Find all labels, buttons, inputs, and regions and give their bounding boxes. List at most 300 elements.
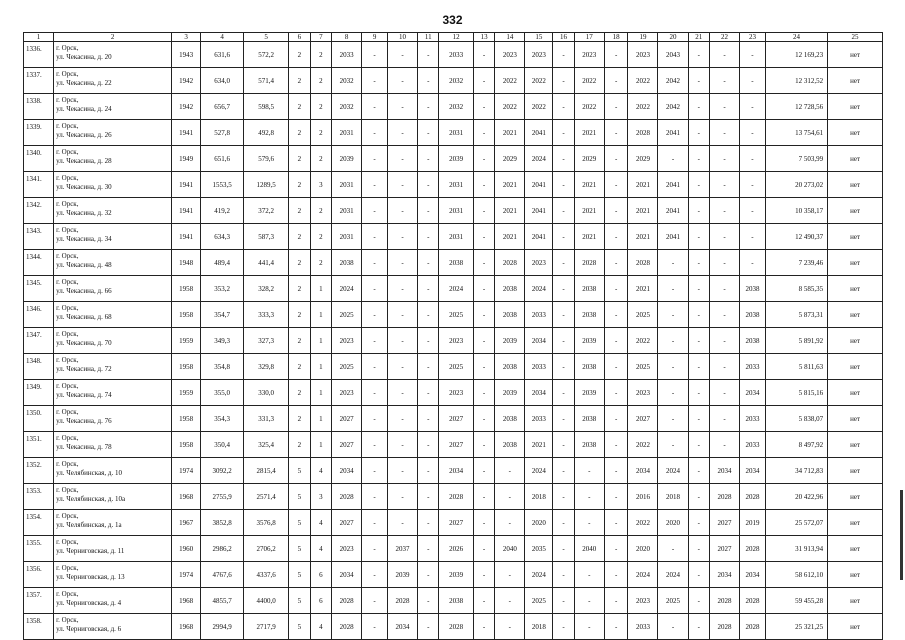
table-cell: 1968: [172, 484, 201, 510]
table-cell: 1942: [172, 68, 201, 94]
column-header: 19: [628, 33, 658, 42]
table-cell: 2033: [439, 42, 473, 68]
table-cell: 2: [310, 146, 331, 172]
table-cell: -: [710, 354, 740, 380]
row-number: 1353.: [24, 484, 54, 510]
address-street: ул. Чекасина, д. 34: [56, 235, 112, 243]
table-row: [24, 276, 883, 302]
table-cell: -: [387, 458, 417, 484]
table-cell: 2023: [332, 328, 362, 354]
table-cell: -: [688, 198, 709, 224]
table-cell: -: [418, 224, 439, 250]
table-cell: -: [740, 250, 766, 276]
table-cell: 2033: [332, 42, 362, 68]
table-cell: 2018: [525, 484, 553, 510]
table-cell: -: [740, 42, 766, 68]
address-cell: [54, 68, 172, 94]
table-cell: 2031: [439, 224, 473, 250]
table-cell: 2034: [740, 562, 766, 588]
table-cell: -: [604, 484, 628, 510]
row-number: 1355.: [24, 536, 54, 562]
table-cell: 333,3: [244, 302, 289, 328]
table-cell: 4767,6: [201, 562, 244, 588]
table-cell: 2022: [525, 68, 553, 94]
cost-cell: 8 585,35: [765, 276, 827, 302]
table-cell: 6: [310, 588, 331, 614]
table-cell: -: [688, 458, 709, 484]
table-cell: 579,6: [244, 146, 289, 172]
table-cell: нет: [828, 328, 883, 354]
table-cell: 2038: [740, 302, 766, 328]
table-cell: 2020: [628, 536, 658, 562]
table-cell: 2: [289, 432, 310, 458]
table-cell: 2027: [332, 432, 362, 458]
table-cell: нет: [828, 458, 883, 484]
row-number: 1354.: [24, 510, 54, 536]
table-row: [24, 328, 883, 354]
column-header: 6: [289, 33, 310, 42]
table-cell: -: [604, 458, 628, 484]
table-cell: -: [604, 120, 628, 146]
table-cell: -: [710, 68, 740, 94]
table-cell: 2: [310, 94, 331, 120]
table-cell: 5: [289, 484, 310, 510]
table-cell: -: [387, 484, 417, 510]
table-cell: 2020: [525, 510, 553, 536]
table-row: [24, 250, 883, 276]
table-cell: 2: [310, 250, 331, 276]
table-cell: -: [604, 250, 628, 276]
table-row: [24, 614, 883, 640]
table-cell: 2025: [332, 354, 362, 380]
table-cell: 2038: [574, 432, 604, 458]
page-number: 332: [442, 13, 463, 27]
cost-cell: 58 612,10: [765, 562, 827, 588]
table-row: [24, 302, 883, 328]
table-cell: 489,4: [201, 250, 244, 276]
row-number: 1346.: [24, 302, 54, 328]
table-cell: 354,8: [201, 354, 244, 380]
table-cell: 2038: [574, 276, 604, 302]
table-cell: -: [658, 250, 688, 276]
row-number: 1338.: [24, 94, 54, 120]
table-cell: 2028: [332, 614, 362, 640]
table-cell: 329,8: [244, 354, 289, 380]
table-cell: 1960: [172, 536, 201, 562]
table-cell: -: [362, 42, 388, 68]
table-cell: 4: [310, 614, 331, 640]
table-cell: -: [418, 614, 439, 640]
row-number: 1350.: [24, 406, 54, 432]
table-cell: -: [418, 536, 439, 562]
table-cell: -: [553, 562, 574, 588]
table-cell: -: [418, 172, 439, 198]
table-cell: -: [688, 484, 709, 510]
address-city: г. Орск,: [56, 616, 79, 624]
table-cell: -: [710, 250, 740, 276]
column-header: 11: [418, 33, 439, 42]
table-cell: -: [710, 406, 740, 432]
table-cell: 2994,9: [201, 614, 244, 640]
table-cell: 2031: [439, 172, 473, 198]
table-cell: 1958: [172, 276, 201, 302]
table-cell: 2031: [439, 198, 473, 224]
table-cell: 2024: [525, 458, 553, 484]
table-cell: 2: [289, 42, 310, 68]
table-cell: 2706,2: [244, 536, 289, 562]
table-cell: -: [387, 406, 417, 432]
table-cell: 328,2: [244, 276, 289, 302]
column-header: 15: [525, 33, 553, 42]
address-cell: [54, 224, 172, 250]
table-cell: 2031: [332, 120, 362, 146]
table-cell: 2: [289, 120, 310, 146]
address-city: г. Орск,: [56, 460, 79, 468]
table-cell: -: [362, 94, 388, 120]
table-cell: -: [710, 94, 740, 120]
address-cell: [54, 510, 172, 536]
table-cell: 2038: [574, 406, 604, 432]
table-cell: -: [688, 250, 709, 276]
table-cell: 2034: [525, 328, 553, 354]
cost-cell: 12 312,52: [765, 68, 827, 94]
address-cell: [54, 380, 172, 406]
table-cell: -: [688, 510, 709, 536]
table-cell: 2042: [658, 94, 688, 120]
table-cell: 2023: [439, 328, 473, 354]
column-header: 24: [765, 33, 827, 42]
address-city: г. Орск,: [56, 434, 79, 442]
column-header: 9: [362, 33, 388, 42]
table-cell: 325,4: [244, 432, 289, 458]
table-cell: -: [710, 276, 740, 302]
table-cell: нет: [828, 432, 883, 458]
table-cell: 2024: [628, 562, 658, 588]
table-cell: нет: [828, 120, 883, 146]
table-cell: -: [658, 146, 688, 172]
table-cell: 2: [289, 354, 310, 380]
table-cell: 2: [310, 68, 331, 94]
table-cell: -: [658, 354, 688, 380]
table-cell: 2041: [525, 172, 553, 198]
table-cell: 2039: [495, 328, 525, 354]
table-row: [24, 120, 883, 146]
table-cell: 2027: [628, 406, 658, 432]
table-cell: -: [574, 510, 604, 536]
table-cell: 2039: [387, 562, 417, 588]
address-city: г. Орск,: [56, 252, 79, 260]
cost-cell: 25 321,25: [765, 614, 827, 640]
row-number: 1348.: [24, 354, 54, 380]
table-cell: 2021: [495, 198, 525, 224]
table-cell: 5: [289, 458, 310, 484]
table-cell: -: [387, 354, 417, 380]
table-cell: -: [740, 68, 766, 94]
table-cell: -: [418, 380, 439, 406]
address-city: г. Орск,: [56, 486, 79, 494]
cost-cell: 5 891,92: [765, 328, 827, 354]
table-cell: -: [473, 562, 494, 588]
address-street: ул. Чекасина, д. 24: [56, 105, 112, 113]
column-header: 14: [495, 33, 525, 42]
table-cell: -: [418, 458, 439, 484]
table-cell: -: [387, 510, 417, 536]
table-cell: 2022: [628, 510, 658, 536]
table-cell: 527,8: [201, 120, 244, 146]
table-cell: -: [604, 562, 628, 588]
row-number: 1352.: [24, 458, 54, 484]
column-header: 17: [574, 33, 604, 42]
table-cell: 2041: [658, 224, 688, 250]
table-cell: -: [740, 224, 766, 250]
table-cell: 2041: [658, 120, 688, 146]
table-cell: 2025: [332, 302, 362, 328]
address-street: ул. Челябинская, д. 1а: [56, 521, 122, 529]
table-cell: -: [387, 224, 417, 250]
table-cell: -: [418, 276, 439, 302]
table-cell: 354,3: [201, 406, 244, 432]
table-cell: 2034: [332, 458, 362, 484]
table-cell: 2038: [574, 354, 604, 380]
row-number: 1337.: [24, 68, 54, 94]
table-cell: 634,3: [201, 224, 244, 250]
table-cell: нет: [828, 484, 883, 510]
table-cell: 1974: [172, 458, 201, 484]
table-cell: -: [604, 146, 628, 172]
table-cell: нет: [828, 94, 883, 120]
table-cell: 2018: [525, 614, 553, 640]
table-cell: 2023: [525, 42, 553, 68]
table-cell: -: [387, 172, 417, 198]
table-cell: -: [688, 146, 709, 172]
address-street: ул. Чекасина, д. 22: [56, 79, 112, 87]
column-header: 2: [54, 33, 172, 42]
table-cell: 1959: [172, 328, 201, 354]
cost-cell: 25 572,07: [765, 510, 827, 536]
address-street: ул. Черниговская, д. 6: [56, 625, 122, 633]
table-cell: 1553,5: [201, 172, 244, 198]
address-city: г. Орск,: [56, 564, 79, 572]
cost-cell: 5 873,31: [765, 302, 827, 328]
table-cell: 2022: [628, 432, 658, 458]
table-cell: 2: [289, 302, 310, 328]
table-cell: 2755,9: [201, 484, 244, 510]
table-cell: 2028: [740, 484, 766, 510]
row-number: 1357.: [24, 588, 54, 614]
table-cell: 651,6: [201, 146, 244, 172]
table-cell: -: [473, 614, 494, 640]
table-cell: -: [658, 614, 688, 640]
table-cell: -: [604, 302, 628, 328]
table-cell: нет: [828, 536, 883, 562]
address-cell: [54, 614, 172, 640]
table-cell: -: [362, 432, 388, 458]
table-cell: 1959: [172, 380, 201, 406]
column-header: 23: [740, 33, 766, 42]
table-cell: -: [688, 42, 709, 68]
table-cell: 2021: [525, 432, 553, 458]
table-cell: -: [688, 614, 709, 640]
table-cell: 2: [289, 224, 310, 250]
cost-cell: 12 728,56: [765, 94, 827, 120]
address-cell: [54, 120, 172, 146]
table-cell: 2021: [628, 276, 658, 302]
table-cell: 2022: [628, 68, 658, 94]
address-street: ул. Чекасина, д. 66: [56, 287, 112, 295]
cost-cell: 7 503,99: [765, 146, 827, 172]
table-cell: -: [688, 68, 709, 94]
table-cell: 2717,9: [244, 614, 289, 640]
table-cell: 2034: [710, 458, 740, 484]
table-row: [24, 562, 883, 588]
table-cell: -: [688, 380, 709, 406]
row-number: 1349.: [24, 380, 54, 406]
table-cell: нет: [828, 276, 883, 302]
table-cell: -: [362, 510, 388, 536]
table-cell: 2025: [439, 354, 473, 380]
table-cell: -: [710, 328, 740, 354]
table-cell: 2041: [658, 172, 688, 198]
table-cell: -: [553, 94, 574, 120]
table-cell: 572,2: [244, 42, 289, 68]
cost-cell: 5 811,63: [765, 354, 827, 380]
table-cell: 327,3: [244, 328, 289, 354]
table-cell: 2022: [628, 328, 658, 354]
address-cell: [54, 432, 172, 458]
table-cell: 656,7: [201, 94, 244, 120]
table-cell: 2038: [439, 250, 473, 276]
column-header: 3: [172, 33, 201, 42]
address-city: г. Орск,: [56, 226, 79, 234]
table-cell: 2028: [628, 250, 658, 276]
table-cell: 2023: [574, 42, 604, 68]
table-cell: 2023: [525, 250, 553, 276]
table-cell: 355,0: [201, 380, 244, 406]
row-number: 1340.: [24, 146, 54, 172]
table-cell: 3852,8: [201, 510, 244, 536]
address-street: ул. Чекасина, д. 48: [56, 261, 112, 269]
table-cell: -: [604, 536, 628, 562]
table-cell: 331,3: [244, 406, 289, 432]
table-cell: 2039: [332, 146, 362, 172]
table-cell: 2025: [525, 588, 553, 614]
table-cell: -: [604, 510, 628, 536]
address-cell: [54, 146, 172, 172]
table-cell: 1958: [172, 302, 201, 328]
table-cell: 2038: [740, 276, 766, 302]
table-cell: 2032: [332, 68, 362, 94]
table-cell: 1941: [172, 120, 201, 146]
table-cell: -: [418, 250, 439, 276]
column-header: 5: [244, 33, 289, 42]
table-cell: 2028: [628, 120, 658, 146]
table-row: [24, 172, 883, 198]
address-cell: [54, 198, 172, 224]
table-cell: 2034: [740, 458, 766, 484]
table-cell: -: [574, 458, 604, 484]
column-header: 20: [658, 33, 688, 42]
table-cell: 492,8: [244, 120, 289, 146]
table-cell: -: [604, 588, 628, 614]
address-cell: [54, 354, 172, 380]
table-cell: 2031: [332, 172, 362, 198]
table-cell: 2031: [332, 198, 362, 224]
address-city: г. Орск,: [56, 356, 79, 364]
table-cell: 419,2: [201, 198, 244, 224]
table-cell: 1958: [172, 406, 201, 432]
cost-cell: 13 754,61: [765, 120, 827, 146]
table-cell: нет: [828, 172, 883, 198]
table-cell: 2024: [525, 146, 553, 172]
table-cell: -: [688, 562, 709, 588]
table-cell: 4337,6: [244, 562, 289, 588]
table-cell: -: [473, 68, 494, 94]
table-row: [24, 432, 883, 458]
address-city: г. Орск,: [56, 70, 79, 78]
column-header: 18: [604, 33, 628, 42]
table-cell: -: [553, 224, 574, 250]
table-cell: 2038: [439, 588, 473, 614]
table-cell: -: [387, 302, 417, 328]
address-city: г. Орск,: [56, 278, 79, 286]
table-cell: 4: [310, 458, 331, 484]
address-street: ул. Чекасина, д. 26: [56, 131, 112, 139]
table-cell: 1: [310, 328, 331, 354]
table-cell: 2038: [495, 354, 525, 380]
table-cell: 2: [289, 172, 310, 198]
row-number: 1344.: [24, 250, 54, 276]
table-cell: 2019: [740, 510, 766, 536]
table-cell: -: [495, 510, 525, 536]
table-cell: -: [495, 484, 525, 510]
table-cell: 2025: [628, 302, 658, 328]
table-cell: -: [362, 120, 388, 146]
address-street: ул. Чекасина, д. 72: [56, 365, 112, 373]
table-cell: 2: [289, 380, 310, 406]
table-row: [24, 198, 883, 224]
table-cell: -: [362, 224, 388, 250]
table-cell: нет: [828, 302, 883, 328]
table-cell: 5: [289, 562, 310, 588]
table-cell: -: [418, 354, 439, 380]
table-cell: -: [710, 432, 740, 458]
table-cell: -: [362, 484, 388, 510]
table-row: [24, 510, 883, 536]
address-city: г. Орск,: [56, 382, 79, 390]
table-cell: -: [473, 276, 494, 302]
table-cell: -: [473, 510, 494, 536]
table-cell: -: [710, 302, 740, 328]
table-cell: -: [688, 172, 709, 198]
table-cell: 2022: [495, 68, 525, 94]
table-cell: -: [553, 198, 574, 224]
table-cell: 2: [289, 94, 310, 120]
table-row: [24, 458, 883, 484]
table-cell: 1: [310, 406, 331, 432]
table-cell: -: [553, 432, 574, 458]
table-cell: -: [387, 432, 417, 458]
address-street: ул. Чекасина, д. 74: [56, 391, 112, 399]
table-cell: 2041: [658, 198, 688, 224]
table-row: [24, 146, 883, 172]
table-cell: 1289,5: [244, 172, 289, 198]
table-cell: 1942: [172, 94, 201, 120]
table-cell: -: [473, 172, 494, 198]
table-cell: -: [688, 536, 709, 562]
table-cell: -: [387, 276, 417, 302]
table-cell: 2038: [495, 406, 525, 432]
table-cell: 350,4: [201, 432, 244, 458]
